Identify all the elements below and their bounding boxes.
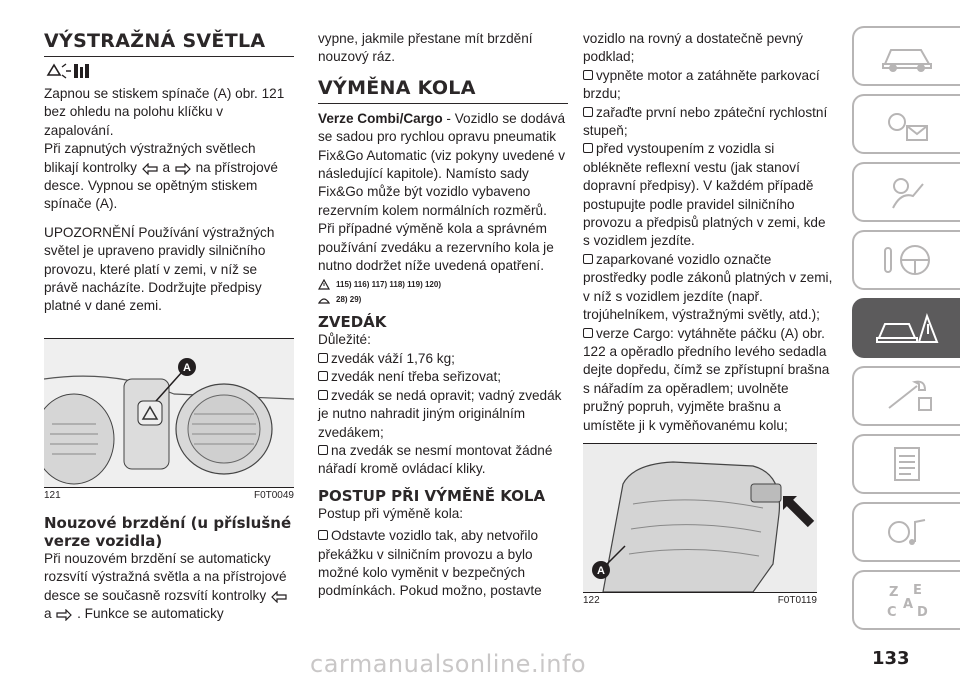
list-item: před vystoupením z vozidla si oblékněte reflexní vestu (jak stanoví dopravní předpisy). V každém případě postupujte podle pravidel silničního provozu a předpisů platných v zemi, kde s vozidlem jezdíte.	[583, 140, 833, 250]
list-item: na zvedák se nesmí montovat žádné nářadí kromě ovládací kliky.	[318, 442, 568, 479]
caution-references	[318, 294, 568, 305]
right-turn-signal-icon	[56, 609, 72, 621]
paragraph-emergency-braking	[44, 550, 294, 624]
text: a	[44, 606, 52, 622]
tab-multimedia[interactable]	[852, 502, 960, 562]
text: Při nouzovém brzdění se automaticky rozsvítí výstražná světla a na přístrojové desce se současně rozsvítí kontrolky	[44, 550, 287, 603]
text: . Funkce se automaticky	[77, 606, 224, 622]
list-item: zvedák váží 1,76 kg;	[318, 350, 568, 368]
subsection-emergency-braking: Nouzové brzdění (u příslušné verze vozidla)	[44, 513, 292, 550]
paragraph-warning-note: UPOZORNĚNÍ Používání výstražných světel je upraveno pravidly silničního provozu, které platí v zemi, v níž se právě nacházíte. Dodržujte předpisy platné v dané zemi.	[44, 224, 275, 314]
tab-car-dashboard[interactable]	[852, 26, 960, 86]
figure-122	[583, 443, 817, 593]
subsection-jack: ZVEDÁK	[318, 313, 387, 332]
paragraph-continued: vypne, jakmile přestane mít brzdění nouzový ráz.	[318, 31, 533, 65]
multimedia-icon	[879, 514, 935, 550]
list-item: zaparkované vozidlo označte prostředky podle zákonů platných v zemi, v níž s vozidlem jezdíte (např. trojúhelníkem, výstražnými světly, atd.);	[583, 251, 833, 325]
tab-index[interactable]	[852, 570, 960, 630]
paragraph-versions	[318, 110, 568, 220]
figure-121	[44, 338, 294, 488]
tab-seat[interactable]	[852, 162, 960, 222]
watermark: carmanualsonline.info	[310, 650, 587, 678]
paragraph-indicators	[44, 140, 294, 214]
figure-number: 121	[44, 489, 61, 501]
warning-lights-icon	[879, 106, 935, 142]
paragraph-hazard-on: Zapnou se stiskem spínače (A) obr. 121 bez ohledu na polohu klíčku v zapalování.	[44, 86, 285, 138]
right-turn-signal-icon	[175, 163, 191, 175]
left-turn-signal-icon	[142, 163, 158, 175]
text: na přístrojové desce. Vypnou se opětným stiskem spínače (A).	[44, 159, 278, 212]
text: a	[162, 159, 171, 175]
car-dashboard-icon	[879, 38, 935, 74]
list-item: verze Cargo: vytáhněte páčku (A) obr. 122 a opěradlo předního levého sedadla dejte dopředu, čímž se zpřístupní brašna s nářadím za opěradlem; uvolněte pružný popruh, vyjměte brašnu a umístěte ji k vyměňovanému kolu;	[583, 325, 833, 435]
callout-a: A	[183, 361, 191, 374]
section-title-hazard-lights: VÝSTRAŽNÁ SVĚTLA	[44, 30, 294, 57]
text: 28) 29)	[336, 295, 362, 305]
section-title-wheel-change: VÝMĚNA KOLA	[318, 77, 568, 104]
tab-steering[interactable]	[852, 230, 960, 290]
maintenance-icon	[879, 378, 935, 414]
tab-maintenance[interactable]	[852, 366, 960, 426]
list-item: zvedák není třeba seřizovat;	[318, 368, 568, 386]
paragraph-important: Důležité:	[318, 332, 371, 348]
index-icon	[879, 580, 935, 620]
left-turn-signal-icon	[271, 591, 287, 603]
seat-lever-illustration	[583, 444, 817, 592]
callout-a: A	[597, 564, 605, 577]
specs-icon	[879, 446, 935, 482]
hazard-switch-icon	[44, 61, 294, 83]
text: 115) 116) 117) 118) 119) 120)	[336, 280, 441, 290]
list-item: zařaďte první nebo zpáteční rychlostní stupeň;	[583, 104, 833, 141]
text: - Vozidlo se dodává se sadou pro rychlou opravu pneumatik Fix&Go Automatic (viz pokyny uvedené v následující kapitole). Namísto sady Fix&Go může být vozidlo vybaveno rezervním kolem normálních rozměrů.	[318, 110, 566, 218]
warning-references	[318, 279, 568, 290]
paragraph-continued: vozidlo na rovný a dostatečně pevný podklad;	[583, 31, 803, 65]
tab-warning-lights[interactable]	[852, 94, 960, 154]
figure-number: 122	[583, 594, 600, 606]
dashboard-hazard-switch-illustration	[44, 339, 294, 487]
svg-text:E: E	[913, 583, 922, 598]
tab-specs[interactable]	[852, 434, 960, 494]
list-item: zvedák se nedá opravit; vadný zvedák je nutno nahradit jiným originálním zvedákem;	[318, 387, 568, 442]
paragraph-procedure-intro: Postup při výměně kola:	[318, 505, 464, 521]
text: Při zapnutých výstražných světlech blikají kontrolky	[44, 141, 256, 175]
version-label: Verze Combi/Cargo	[318, 110, 443, 126]
seat-icon	[879, 174, 935, 210]
caution-icon	[318, 294, 330, 305]
svg-text:C: C	[887, 605, 897, 620]
subsection-procedure: POSTUP PŘI VÝMĚNĚ KOLA	[318, 486, 546, 505]
svg-text:D: D	[917, 605, 928, 620]
paragraph-precautions: Při případné výměně kola a správném používání zvedáku a rezervního kola je nutno dodržet níže uvedená opatření.	[318, 221, 554, 274]
warning-icon	[318, 279, 330, 290]
steering-icon	[879, 242, 935, 278]
figure-code: F0T0119	[777, 594, 817, 606]
tab-emergency[interactable]	[852, 298, 960, 358]
svg-text:Z: Z	[889, 585, 899, 600]
figure-code: F0T0049	[253, 489, 294, 501]
list-item: Odstavte vozidlo tak, aby netvořilo překážku v silničním provozu a bylo možné kolo vyměnit v bezpečných podmínkách. Pokud možno, postavte	[318, 527, 568, 601]
page-number: 133	[872, 648, 910, 669]
emergency-icon	[875, 308, 939, 348]
chapter-tab-bar	[852, 26, 960, 638]
list-item: vypněte motor a zatáhněte parkovací brzdu;	[583, 67, 833, 104]
svg-text:A: A	[903, 597, 914, 612]
